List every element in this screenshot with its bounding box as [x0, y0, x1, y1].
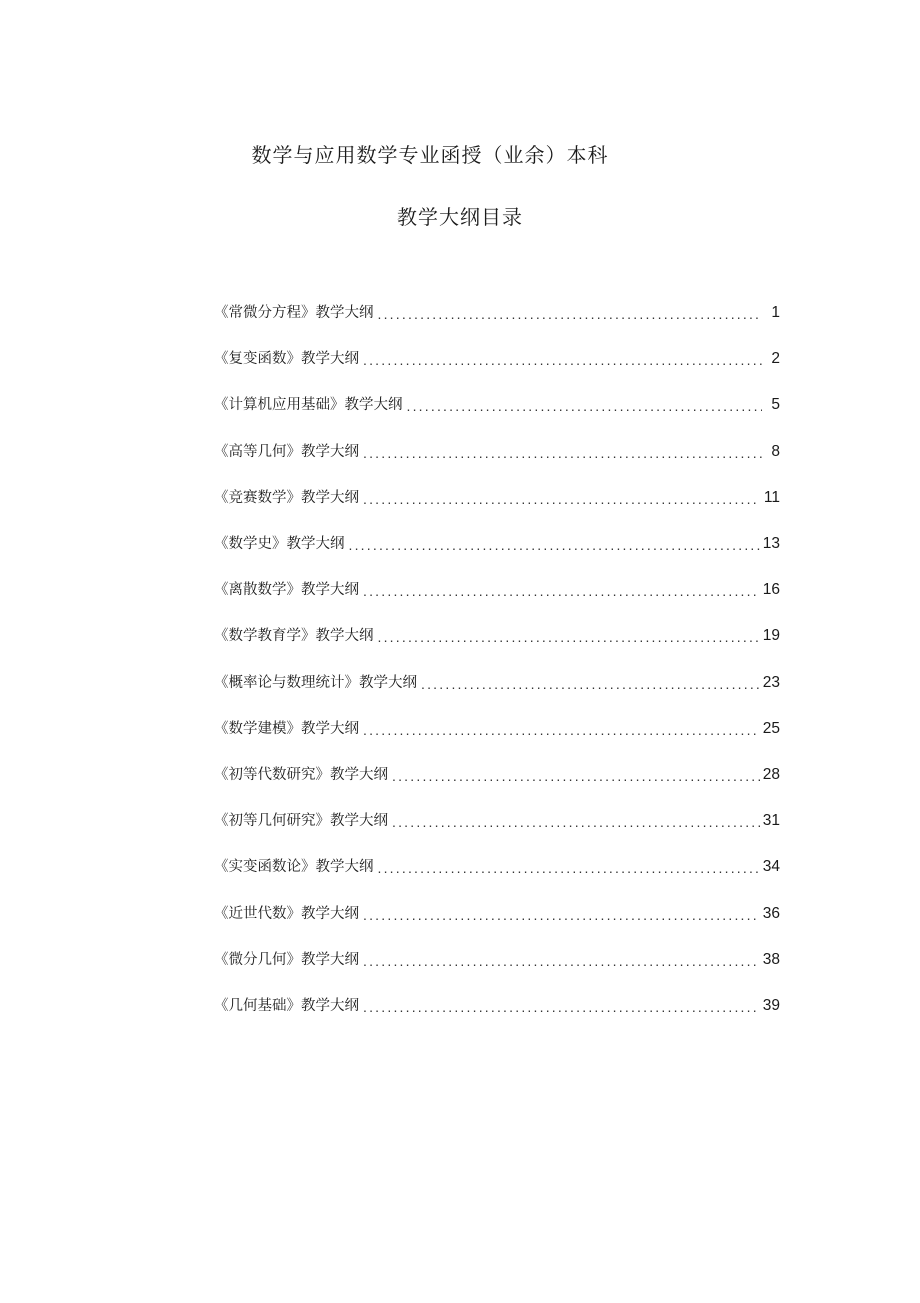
toc-leader-dots — [388, 768, 760, 784]
toc-entry-title: 《数学建模》教学大纲 — [214, 720, 359, 737]
toc-entry-title: 《初等几何研究》教学大纲 — [214, 813, 388, 830]
toc-entry[interactable] — [214, 623, 780, 645]
toc-entry-page: 13 — [762, 535, 780, 552]
toc-entry-page: 39 — [762, 997, 780, 1014]
toc-leader-dots — [374, 306, 763, 322]
toc-leader-dots — [388, 814, 760, 830]
toc-entry-page: 16 — [762, 581, 780, 599]
toc-leader-dots — [345, 537, 761, 553]
toc-entry[interactable] — [214, 993, 780, 1015]
document-title: 数学与应用数学专业函授（业余）本科 — [251, 143, 609, 167]
toc-entry-title: 《竞赛数学》教学大纲 — [214, 489, 359, 506]
toc-entry[interactable] — [214, 485, 780, 507]
toc-entry[interactable] — [214, 947, 780, 969]
toc-entry-page: 28 — [762, 766, 780, 783]
toc-entry[interactable] — [214, 808, 780, 830]
toc-leader-dots — [417, 676, 760, 692]
toc-entry[interactable] — [214, 762, 780, 784]
toc-entry-title: 《近世代数》教学大纲 — [214, 905, 359, 922]
toc-entry-page: 2 — [771, 350, 780, 368]
toc-entry[interactable] — [214, 716, 780, 738]
toc-entry-title: 《数学教育学》教学大纲 — [214, 628, 374, 645]
toc-entry[interactable] — [214, 901, 780, 923]
toc-entry-page: 11 — [763, 488, 780, 506]
toc-entry[interactable] — [214, 670, 780, 692]
toc-leader-dots — [359, 907, 760, 923]
toc-leader-dots — [359, 953, 760, 969]
toc-entry-title: 《数学史》教学大纲 — [214, 536, 345, 552]
document-subtitle: 教学大纲目录 — [397, 205, 523, 229]
toc-leader-dots — [359, 352, 762, 368]
toc-entry-page: 1 — [771, 304, 780, 321]
toc-leader-dots — [359, 722, 760, 738]
toc-entry-page: 34 — [762, 858, 780, 876]
toc-entry-title: 《微分几何》教学大纲 — [214, 951, 359, 968]
toc-entry-page: 31 — [762, 812, 780, 830]
toc-entry-title: 《概率论与数理统计》教学大纲 — [214, 674, 417, 691]
toc-entry-page: 36 — [762, 904, 780, 922]
toc-entry-page: 19 — [762, 627, 780, 645]
toc-entry-title: 《实变函数论》教学大纲 — [214, 859, 374, 876]
toc-entry-title: 《计算机应用基础》教学大纲 — [214, 397, 403, 414]
toc-entry-page: 25 — [762, 719, 780, 737]
toc-entry[interactable] — [214, 346, 780, 368]
toc-leader-dots — [359, 999, 760, 1015]
toc-entry[interactable] — [214, 300, 780, 322]
toc-leader-dots — [374, 629, 761, 645]
toc-entry-title: 《复变函数》教学大纲 — [214, 351, 359, 368]
toc-entry-title: 《几何基础》教学大纲 — [214, 998, 359, 1014]
toc-entry-page: 23 — [762, 673, 780, 691]
toc-leader-dots — [374, 860, 761, 876]
toc-entry-title: 《常微分方程》教学大纲 — [214, 305, 374, 321]
toc-leader-dots — [359, 491, 760, 507]
toc-entry[interactable] — [214, 392, 780, 414]
toc-entry[interactable] — [214, 531, 780, 553]
toc-entry-page: 8 — [771, 442, 780, 460]
toc-leader-dots — [359, 445, 762, 461]
toc-entry-page: 5 — [771, 396, 780, 414]
toc-entry-page: 38 — [762, 950, 780, 968]
toc-entry-title: 《离散数学》教学大纲 — [214, 582, 359, 599]
toc-leader-dots — [403, 398, 763, 414]
toc-entry-title: 《初等代数研究》教学大纲 — [214, 767, 388, 783]
toc-entry-title: 《高等几何》教学大纲 — [214, 443, 359, 460]
toc-entry[interactable] — [214, 577, 780, 599]
toc-leader-dots — [359, 583, 760, 599]
toc-entry[interactable] — [214, 439, 780, 461]
toc-entry[interactable] — [214, 854, 780, 876]
